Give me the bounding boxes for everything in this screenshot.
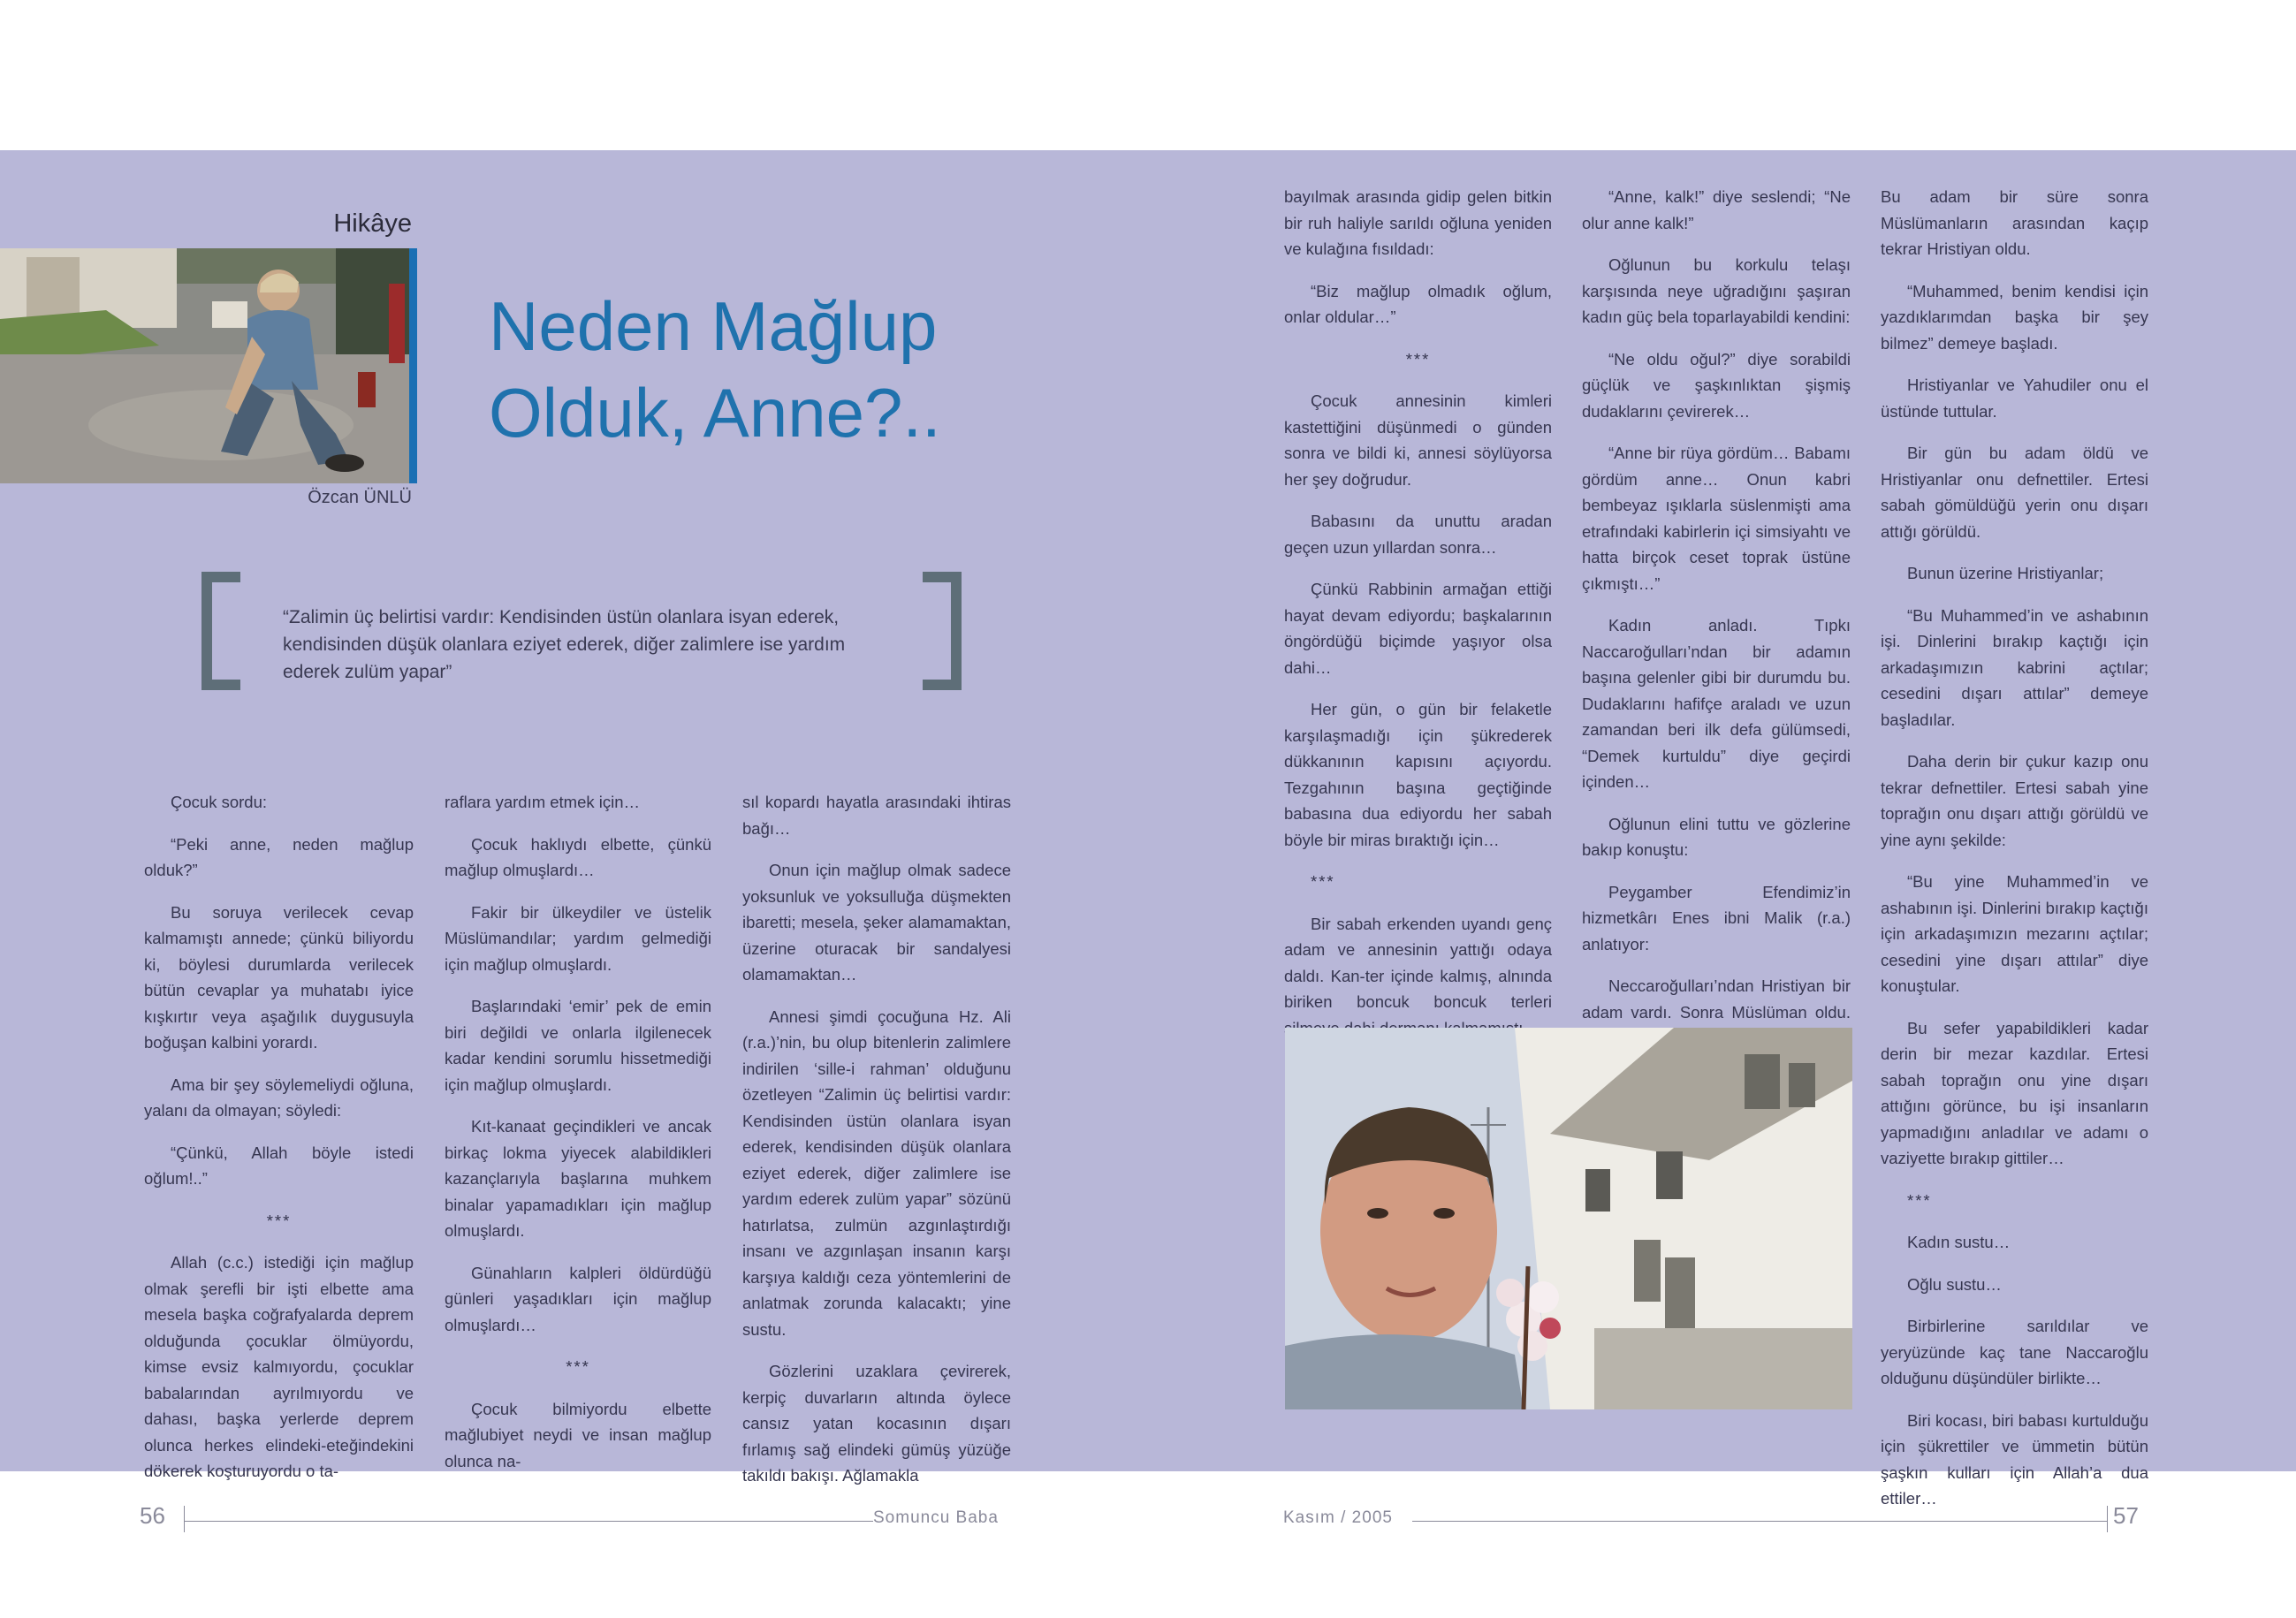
paragraph: “Ne oldu oğul?” diye sorabildi güçlük ve şaşkınlıktan şişmiş dudaklarını çevirerek… [1582, 349, 1851, 421]
text-column-6 [1881, 184, 2148, 1528]
author-byline: Özcan ÜNLÜ [308, 488, 412, 507]
paragraph: Kıt-kanaat geçindikleri ve ancak birkaç lokma yiyecek alabildikleri kazançlarıyla başlarına muhkem binalar yapamadıkları için mağlup olmuşlardı. [445, 1117, 711, 1240]
paragraph: Başlarındaki ‘emir’ pek de emin biri değildi ve onlarla ilgilenecek kadar kendini sorumlu hissetmediği için mağlup olmuşlardı. [445, 997, 711, 1094]
magazine-name: Somuncu Baba [873, 1508, 999, 1527]
paragraph: Kadın anladı. Tıpkı Naccaroğulları’ndan bir adamın başına gelenler gibi bir durumdu bu. Dudaklarını hafifçe araladı ve uzun zamandan beri ilk defa gülümsedi, “Demek kurtuldu” diye geçirdi içinden… [1582, 616, 1851, 791]
section-separator: *** [266, 1211, 292, 1230]
paragraph: “Bu Muhammed’in ve ashabının işi. Dinlerini bırakıp kaçtığı için arkadaşımızın kabrini açtılar; cesedini dışarı attılar” demeye başladılar. [1881, 605, 2148, 729]
paragraph: Çocuk haklıydı elbette, çünkü mağlup olmuşlardı… [445, 834, 711, 879]
paragraph: “Çünkü, Allah böyle istedi oğlum!..” [144, 1143, 414, 1188]
section-separator: *** [1405, 349, 1431, 368]
paragraph: “Anne bir rüya gördüm… Babamı gördüm anne… Onun kabri bembeyaz ışıklarla süslenmişti ama etrafındaki kabirlerin içi simsiyahtı ve hatta birçok ceset toprak üstüne çıkmıştı…” [1582, 444, 1851, 593]
paragraph: Bunun üzerine Hristiyanlar; [1907, 564, 2104, 582]
section-label: Hikâye [333, 209, 412, 238]
paragraph: raflara yardım etmek için… [445, 793, 641, 811]
paragraph: Onun için mağlup olmak sadece yoksunluk ve yoksulluğa düşmekten ibaretti; mesela, şeker alamamaktan, üzerine oturacak bir sandalyesi olamamaktan… [742, 861, 1011, 984]
paragraph: Bu adam bir süre sonra Müslümanların arasından kaçıp tekrar Hristiyan oldu. [1881, 187, 2148, 258]
text-column-2 [445, 789, 711, 1490]
paragraph: Bu sefer yapabildikleri kadar derin bir mezar kazdılar. Ertesi sabah toprağın onu yine dışarı attığını görünce, bu işi insanların yapmadığını anladılar ve adamı o vaziyette bırakıp gittiler… [1881, 1018, 2148, 1167]
photo-child-playing [0, 248, 409, 483]
footer-tick-right [2107, 1506, 2108, 1532]
paragraph: Çocuk annesinin kimleri kastettiğini düşünmedi o günden sonra ve bildi ki, annesi söylüyorsa her şey doğrudur. [1284, 391, 1552, 489]
paragraph: Allah (c.c.) istediği için mağlup olmak şerefli bir işti elbette ama mesela başka coğrafyalarda deprem olduğunda çocuklar ölmüyordu, kimse evsiz kalmıyordu, çocuklar babalarından ayrılmıyordu ve dahası, başka yerlerde deprem olunca herkes elindeki-eteğindekini dökerek koşturuyordu o ta- [144, 1253, 414, 1480]
paragraph: Bu soruya verilecek cevap kalmamıştı annede; çünkü biliyordu ki, böylesi durumlarda verilecek bütün cevaplar ya muhatabı iyice kışkırtır veya aşağılık duygusuyla boğuşan kalbini yorardı. [144, 902, 414, 1052]
photo-accent-bar [409, 248, 417, 483]
paragraph: “Biz mağlup olmadık oğlum, onlar oldular…” [1284, 281, 1552, 326]
title-line-1: Neden Mağlup [489, 287, 938, 365]
paragraph: Her gün, o gün bir felaketle karşılaşmadığı için şükrederek dükkanının kapısını açıyordu. Tezgahının başına geçtiğinde babasına dua ediyordu her sabah böyle bir miras bıraktığı için… [1284, 700, 1552, 849]
quote-bracket-right [923, 572, 962, 690]
paragraph: Fakir bir ülkeydiler ve üstelik Müslümandılar; yardım gelmediği için mağlup olmuşlardı. [445, 902, 711, 974]
paragraph: Peygamber Efendimiz’in hizmetkârı Enes ibni Malik (r.a.) anlatıyor: [1582, 882, 1851, 953]
paragraph: Çocuk sordu: [171, 793, 267, 811]
article-title [489, 283, 941, 456]
footer-rule-right [1412, 1521, 2107, 1522]
paragraph: “Bu yine Muhammed’in ve ashabının işi. Dinlerini bırakıp kaçtığı için arkadaşımızın mezarını açtılar; cesedini yine dışarı attılar” diye konuştular. [1881, 872, 2148, 995]
pull-quote-text: “Zalimin üç belirtisi vardır: Kendisinden üstün olanlara isyan ederek, kendisinden düşük olanlara eziyet ederek, diğer zalimlere ise yardım ederek zulüm yapar” [283, 607, 846, 682]
page-number-left: 56 [140, 1502, 165, 1529]
paragraph: Çünkü Rabbinin armağan ettiği hayat devam ediyordu; başkalarının öngördüğü biçimde yaşıyor olsa dahi… [1284, 580, 1552, 677]
paragraph: Bir sabah erkenden uyandı genç adam ve annesinin yattığı odaya daldı. Kan-ter içinde kalmış, alnında biriken boncuk boncuk terleri [1284, 914, 1552, 1011]
paragraph: Birbirlerine sarıldılar ve yeryüzünde kaç tane Naccaroğlu olduğunu düşündüler birlikte… [1881, 1317, 2148, 1387]
footer-rule-left [184, 1521, 873, 1522]
pull-quote [201, 572, 962, 690]
section-separator: *** [1907, 1190, 1932, 1210]
paragraph: Oğlunun bu korkulu telaşı karşısında neye uğradığını şaşıran kadın güç bela toparlayabildi kendini: [1582, 255, 1851, 326]
paragraph: Oğlunun elini tuttu ve gözlerine bakıp konuştu: [1582, 814, 1851, 859]
text-column-5 [1582, 184, 1851, 1120]
paragraph: Bir gün bu adam öldü ve Hristiyanlar onu defnettiler. Ertesi sabah gömüldüğü yerin onu dışarı attığı görüldü. [1881, 444, 2148, 541]
paragraph: Çocuk bilmiyordu elbette mağlubiyet neydi ve insan mağlup olunca na- [445, 1399, 711, 1470]
title-line-2: Olduk, Anne?.. [489, 374, 941, 452]
paragraph: Neccaroğulları’ndan Hristiyan bir adam vardı. Sonra Müslüman oldu. [1582, 976, 1851, 1022]
paragraph: Babasını da unuttu aradan geçen uzun yıllardan sonra… [1284, 512, 1552, 557]
paragraph: Ama bir şey söylemeliydi oğluna, yalanı da olmayan; söyledi: [144, 1075, 414, 1120]
paragraph: “Peki anne, neden mağlup olduk?” [144, 834, 414, 879]
paragraph: Kadın sustu… [1907, 1233, 2011, 1251]
section-separator: *** [1311, 872, 1335, 891]
text-column-4 [1284, 184, 1552, 1057]
photo-boy-with-blossoms [1285, 1028, 1852, 1409]
paragraph: Daha derin bir çukur kazıp onu tekrar defnettiler. Ertesi sabah yine toprağın onu dışarı attığı görüldü ve yine aynı şekilde: [1881, 752, 2148, 849]
issue-date: Kasım / 2005 [1283, 1508, 1393, 1527]
paragraph: Oğlu sustu… [1907, 1274, 2002, 1294]
section-separator: *** [566, 1357, 590, 1376]
text-column-1 [144, 789, 414, 1500]
text-column-3 [742, 789, 1011, 1505]
paragraph: Gözlerini uzaklara çevirerek, kerpiç duvarların altında öylece cansız yatan kocasının dışarı fırlamış sağ elindeki gümüş yüzüğe takıldı bakışı. Ağlamakla [742, 1362, 1011, 1485]
paragraph: Hristiyanlar ve Yahudiler onu el üstünde tuttular. [1881, 376, 2148, 421]
page-number-right: 57 [2113, 1502, 2139, 1529]
paragraph: “Anne, kalk!” diye seslendi; “Ne olur anne kalk!” [1582, 187, 1851, 232]
paragraph: bayılmak arasında gidip gelen bitkin bir ruh haliyle sarıldı oğluna yeniden ve kulağına fısıldadı: [1284, 187, 1552, 258]
quote-bracket-left [201, 572, 240, 690]
paragraph: Biri kocası, biri babası kurtulduğu için şükrettiler ve ümmetin bütün şaşkın kulları için Allah’a dua ettiler… [1881, 1410, 2148, 1508]
paragraph: “Muhammed, benim kendisi için yazdıklarımdan başka bir şey bilmez” demeye başladı. [1881, 281, 2148, 353]
footer-tick-left [184, 1506, 185, 1532]
paragraph: sıl kopardı hayatla arasındaki ihtiras bağı… [742, 793, 1011, 838]
paragraph: Annesi şimdi çocuğuna Hz. Ali (r.a.)’nin, bu olup bitenlerin zalimlere indirilen ‘sille-i rahman’ olduğunu özetleyen “Zalimin üç belirtisi vardır: Kendisinden üstün olanlara isyan ederek, kendisinden düşük olanlara eziyet ederek, diğer zalimlere ise yardım ederek zulüm yapar” sözünü hatırlatsa, zulmün azgınlaştırdığı insanı ve azgınlaşan insanın karşı karşıya kaldığı ceza yöntemlerini de anlatmak zorunda kalacaktı; yine sustu. [742, 1007, 1011, 1339]
paragraph: Günahların kalpleri öldürdüğü günleri yaşadıkları için mağlup olmuşlardı… [445, 1263, 711, 1334]
